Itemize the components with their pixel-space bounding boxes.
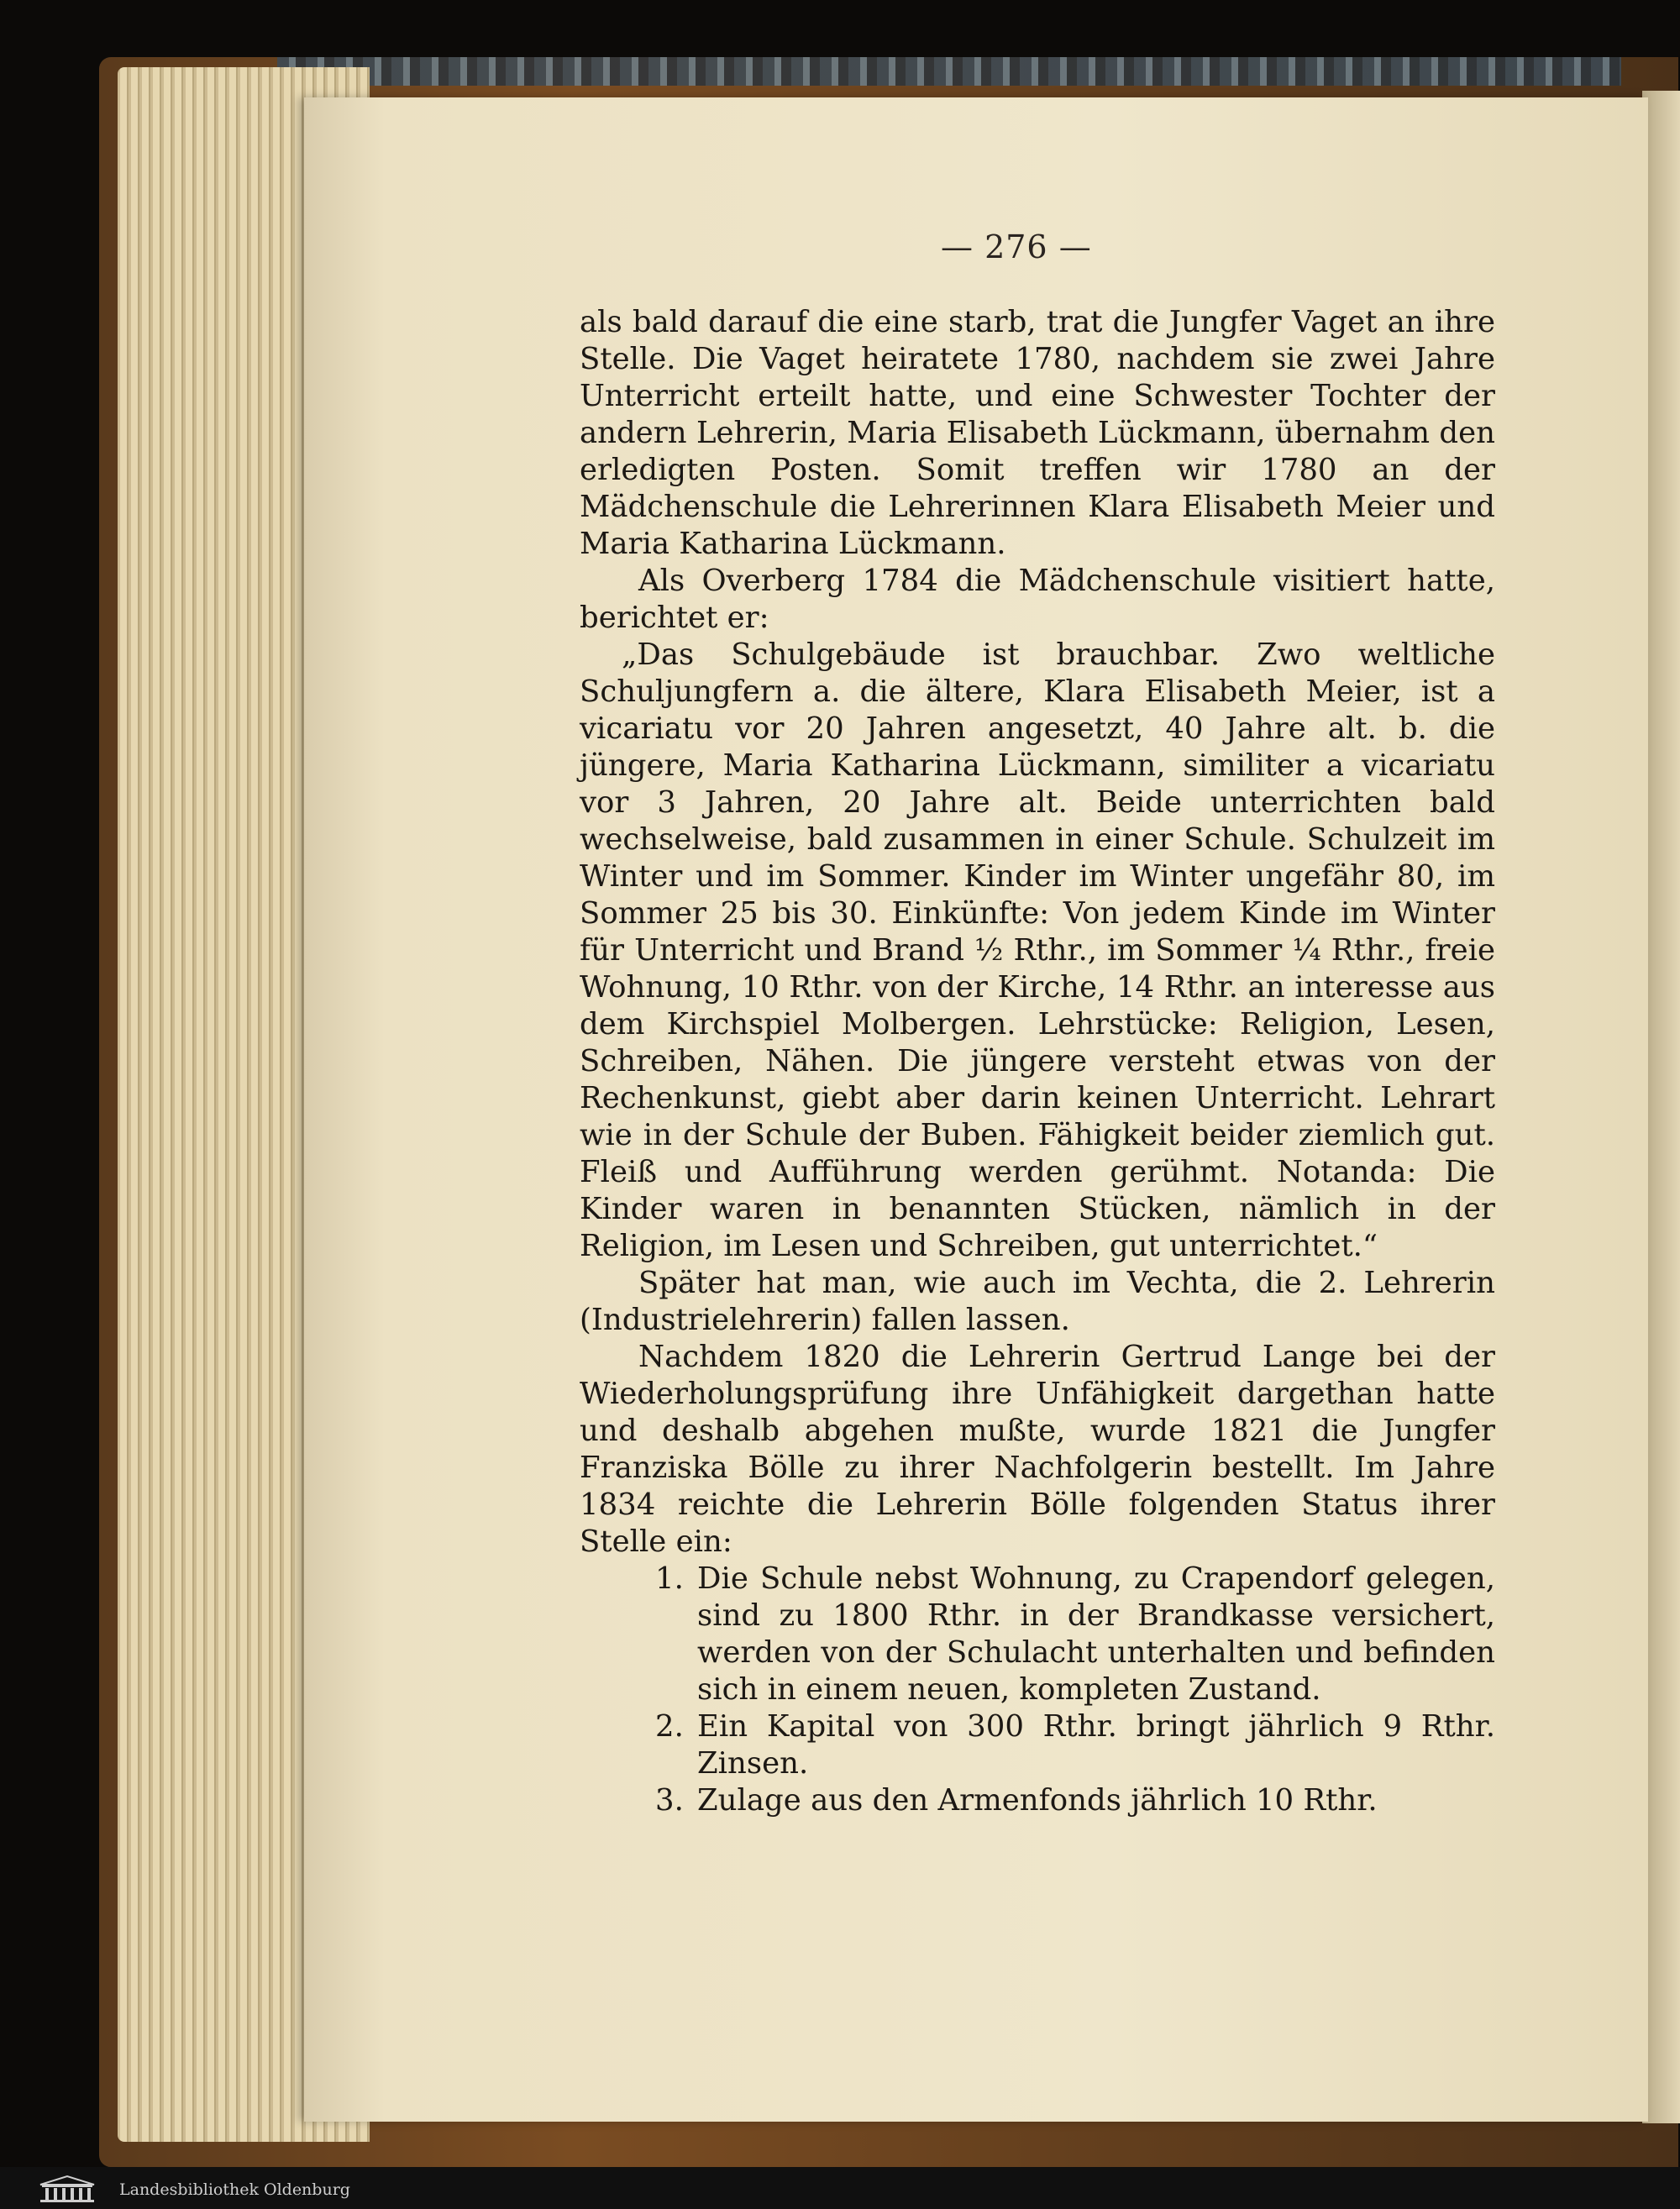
page-text xyxy=(580,304,1495,1819)
list-item xyxy=(580,1782,1495,1819)
page-number: — 276 — xyxy=(941,228,1092,265)
paragraph: Später hat man, wie auch im Vechta, die 2. Lehrerin (Industrielehrerin) fallen lassen. xyxy=(580,1266,1495,1337)
list-item-number: 1. xyxy=(655,1561,684,1596)
list-item-number: 2. xyxy=(655,1709,684,1744)
library-name: Landesbibliothek Oldenburg xyxy=(119,2180,350,2199)
list-item-number: 3. xyxy=(655,1783,684,1818)
list-item-text: Ein Kapital von 300 Rthr. bringt jährlich 9 Rthr. Zinsen. xyxy=(697,1709,1495,1781)
library-building-icon xyxy=(37,2175,97,2203)
status-list xyxy=(580,1561,1495,1819)
list-item-text: Die Schule nebst Wohnung, zu Crapendorf gelegen, sind zu 1800 Rthr. in der Brandkasse versichert, werden von der Schulacht unterhalten und befinden sich in einem neuen, kompleten Zustand. xyxy=(697,1561,1495,1707)
paragraph: Als Overberg 1784 die Mädchenschule visitiert hatte, berichtet er: xyxy=(580,564,1495,635)
list-item xyxy=(580,1561,1495,1708)
quotation: „Das Schulgebäude ist brauchbar. Zwo weltliche Schuljungfern a. die ältere, Klara Elisabeth Meier, ist a vicariatu vor 20 Jahren angesetzt, 40 Jahre alt. b. die jüngere, Maria Katharina Lückmann, similiter a vicariatu vor 3 Jahren, 20 Jahre alt. Beide unterrichten bald wechselweise, bald zusammen in einer Schule. Schulzeit im Winter und im Sommer. Kinder im Winter ungefähr 80, im Sommer 25 bis 30. Einkünfte: Von jedem Kinde im Winter für Unterricht und Brand ½ Rthr., im Sommer ¼ Rthr., freie Wohnung, 10 Rthr. von der Kirche, 14 Rthr. an interesse aus dem Kirchspiel Molbergen. Lehrstücke: Religion, Lesen, Schreiben, Nähen. Die jüngere versteht etwas von der Rechenkunst, giebt aber darin keinen Unterricht. Lehrart wie in der Schule der Buben. Fähigkeit beider ziemlich gut. Fleiß und Aufführung werden gerühmt. Notanda: Die Kinder waren in benannten Stücken, nämlich in der Religion, im Lesen und Schreiben, gut unterrichtet.“ xyxy=(580,638,1495,1263)
paragraph: Nachdem 1820 die Lehrerin Gertrud Lange bei der Wiederholungsprüfung ihre Unfähigkeit dargethan hatte und deshalb abgehen mußte, wurde 1821 die Jungfer Franziska Bölle zu ihrer Nachfolgerin bestellt. Im Jahre 1834 reichte die Lehrerin Bölle folgenden Status ihrer Stelle ein: xyxy=(580,1340,1495,1559)
list-item xyxy=(580,1708,1495,1782)
marbled-edge xyxy=(277,57,1621,86)
paragraph: als bald darauf die eine starb, trat die Jungfer Vaget an ihre Stelle. Die Vaget heiratete 1780, nachdem sie zwei Jahre Unterricht erteilt hatte, und eine Schwester Tochter der andern Lehrerin, Maria Elisabeth Lückmann, übernahm den erledigten Posten. Somit treffen wir 1780 an der Mädchenschule die Lehrerinnen Klara Elisabeth Meier und Maria Katharina Lückmann. xyxy=(580,305,1495,561)
list-item-text: Zulage aus den Armenfonds jährlich 10 Rthr. xyxy=(697,1783,1378,1818)
